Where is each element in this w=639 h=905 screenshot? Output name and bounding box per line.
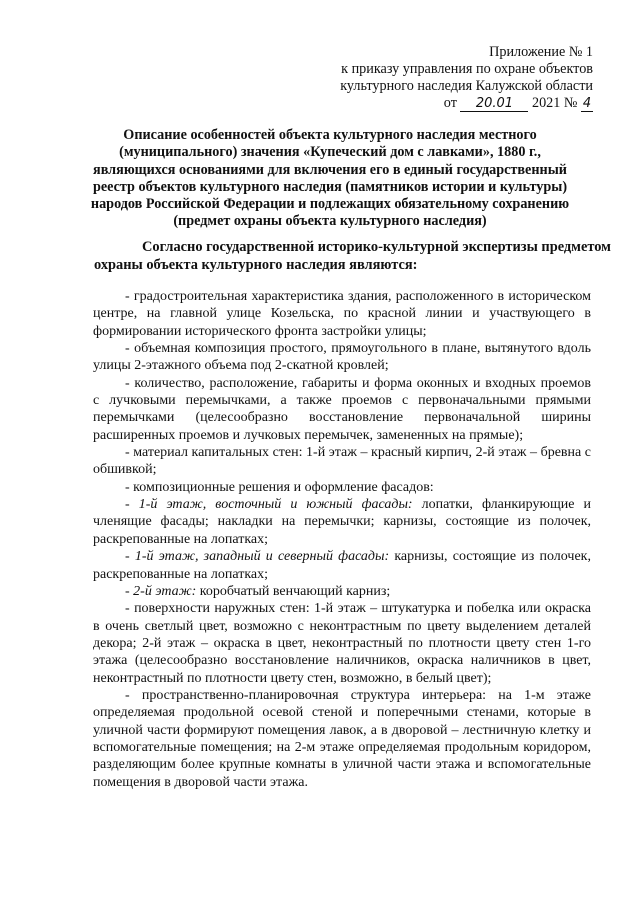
appendix-handwritten-number: 4 bbox=[582, 96, 592, 111]
title-line: являющихся основаниями для включения его в единый государственный bbox=[93, 161, 567, 178]
text-line: определяемая продольной осевой стеной и поперечными стенами, которые в bbox=[93, 705, 591, 721]
list-item bbox=[93, 375, 591, 444]
text-line: с лучковыми перемычками, а также проемов с первоначальными прямыми bbox=[93, 393, 591, 409]
text-line: - количество, расположение, габариты и форма оконных и входных проемов bbox=[125, 375, 591, 391]
list-item bbox=[93, 444, 591, 479]
text-line: - композиционные решения и оформление фасадов: bbox=[125, 479, 434, 495]
italic-heading: - 1-й этаж, восточный и южный фасады: bbox=[125, 497, 413, 513]
list-item bbox=[93, 583, 591, 600]
appendix-line-3: культурного наследия Калужской области bbox=[340, 78, 593, 94]
appendix-line-2: к приказу управления по охране объектов bbox=[341, 61, 593, 77]
text-line: этажа (целесообразно восстановление наличников, окраска наличников в цвет, bbox=[93, 653, 591, 669]
text-line: - градостроительная характеристика здания, расположенного в историческом bbox=[125, 289, 591, 304]
appendix-handwritten-date: 20.01 bbox=[460, 97, 528, 112]
appendix-year-number-label: 2021 № bbox=[531, 95, 578, 111]
text-line bbox=[93, 496, 591, 513]
text-run: лопатки, фланкирующие и bbox=[412, 497, 591, 513]
text-line: членящие фасады; накладки на перемычки; карнизы, состоящие из полочек, bbox=[93, 514, 591, 530]
text-line: - пространственно-планировочная структура интерьера: на 1-м этаже bbox=[125, 687, 591, 703]
text-line: в очень светлый цвет, возможно с неконтрастным по цвету выделением деталей bbox=[93, 618, 591, 634]
appendix-line-1: Приложение № 1 bbox=[489, 44, 593, 60]
text-line: формировании исторического фронта застройки улицы; bbox=[93, 323, 427, 339]
list-item bbox=[93, 600, 591, 687]
document-body bbox=[93, 288, 591, 791]
list-item bbox=[93, 687, 591, 791]
text-line: центре, на главной улице Козельска, по красной линии и участвующего в bbox=[93, 306, 591, 322]
appendix-date-line bbox=[340, 95, 593, 112]
appendix-date-prefix: от bbox=[443, 95, 457, 111]
document-title bbox=[90, 127, 570, 231]
text-line: неконтрастный по плотности цвету стен, возможно, в белый цвет); bbox=[93, 670, 492, 686]
text-line bbox=[93, 548, 591, 565]
title-line: (предмет охраны объекта культурного наследия) bbox=[173, 213, 487, 230]
text-line: расширенных проемов и лучковых перемычек, замененных на прямые); bbox=[93, 427, 524, 443]
list-item bbox=[93, 496, 591, 548]
text-line: - материал капитальных стен: 1-й этаж – красный кирпич, 2-й этаж – бревна с bbox=[125, 445, 591, 461]
list-item bbox=[93, 340, 591, 375]
title-line: Описание особенностей объекта культурного наследия местного bbox=[123, 127, 537, 143]
section-heading bbox=[94, 239, 611, 274]
list-item bbox=[93, 479, 591, 496]
text-line: улицы 2-этажного объема под 2-скатной кровлей; bbox=[93, 358, 389, 374]
text-line: помещения в дворовой части этажа. bbox=[93, 774, 308, 790]
list-item bbox=[93, 548, 591, 583]
text-line: обшивкой; bbox=[93, 462, 157, 478]
text-run: карнизы, состоящие из полочек, bbox=[389, 549, 591, 565]
text-line bbox=[93, 583, 591, 600]
text-line: вспомогательные помещения; на 2-м этаже определяемая продольным коридором, bbox=[93, 739, 591, 755]
section-heading-line: охраны объекта культурного наследия являются: bbox=[94, 256, 418, 273]
italic-heading: - 2-й этаж: bbox=[125, 583, 197, 599]
text-line: - объемная композиция простого, прямоугольного в плане, вытянутого вдоль bbox=[125, 341, 591, 357]
text-line: декора; 2-й этаж – окраска в цвет, неконтрастный по плотности цвету стен 1-го bbox=[93, 635, 591, 651]
text-line: - поверхности наружных стен: 1-й этаж – штукатурка и побелка или окраска bbox=[125, 601, 591, 617]
text-line: уличной части формируют помещения лавок, а в дворовой – лестничную клетку и bbox=[93, 722, 591, 738]
text-line: перемычками (целесообразно восстановление первоначальной ширины bbox=[93, 410, 591, 426]
section-heading-line: Согласно государственной историко-культурной экспертизы предметом bbox=[142, 239, 611, 255]
title-line: народов Российской Федерации и подлежащих обязательному сохранению bbox=[90, 196, 570, 213]
title-line: реестр объектов культурного наследия (памятников истории и культуры) bbox=[92, 178, 568, 195]
title-line: (муниципального) значения «Купеческий дом с лавками», 1880 г., bbox=[119, 144, 541, 161]
list-item bbox=[93, 288, 591, 340]
text-line: раскрепованные на лопатках; bbox=[93, 531, 269, 547]
text-line: раскрепованные на лопатках; bbox=[93, 566, 269, 582]
appendix-header bbox=[340, 44, 593, 112]
text-line: разделяющим более крупные комнаты в уличной части этажа и вспомогательные bbox=[93, 757, 591, 773]
text-run: коробчатый венчающий карниз; bbox=[196, 583, 391, 599]
italic-heading: - 1-й этаж, западный и северный фасады: bbox=[125, 549, 390, 565]
